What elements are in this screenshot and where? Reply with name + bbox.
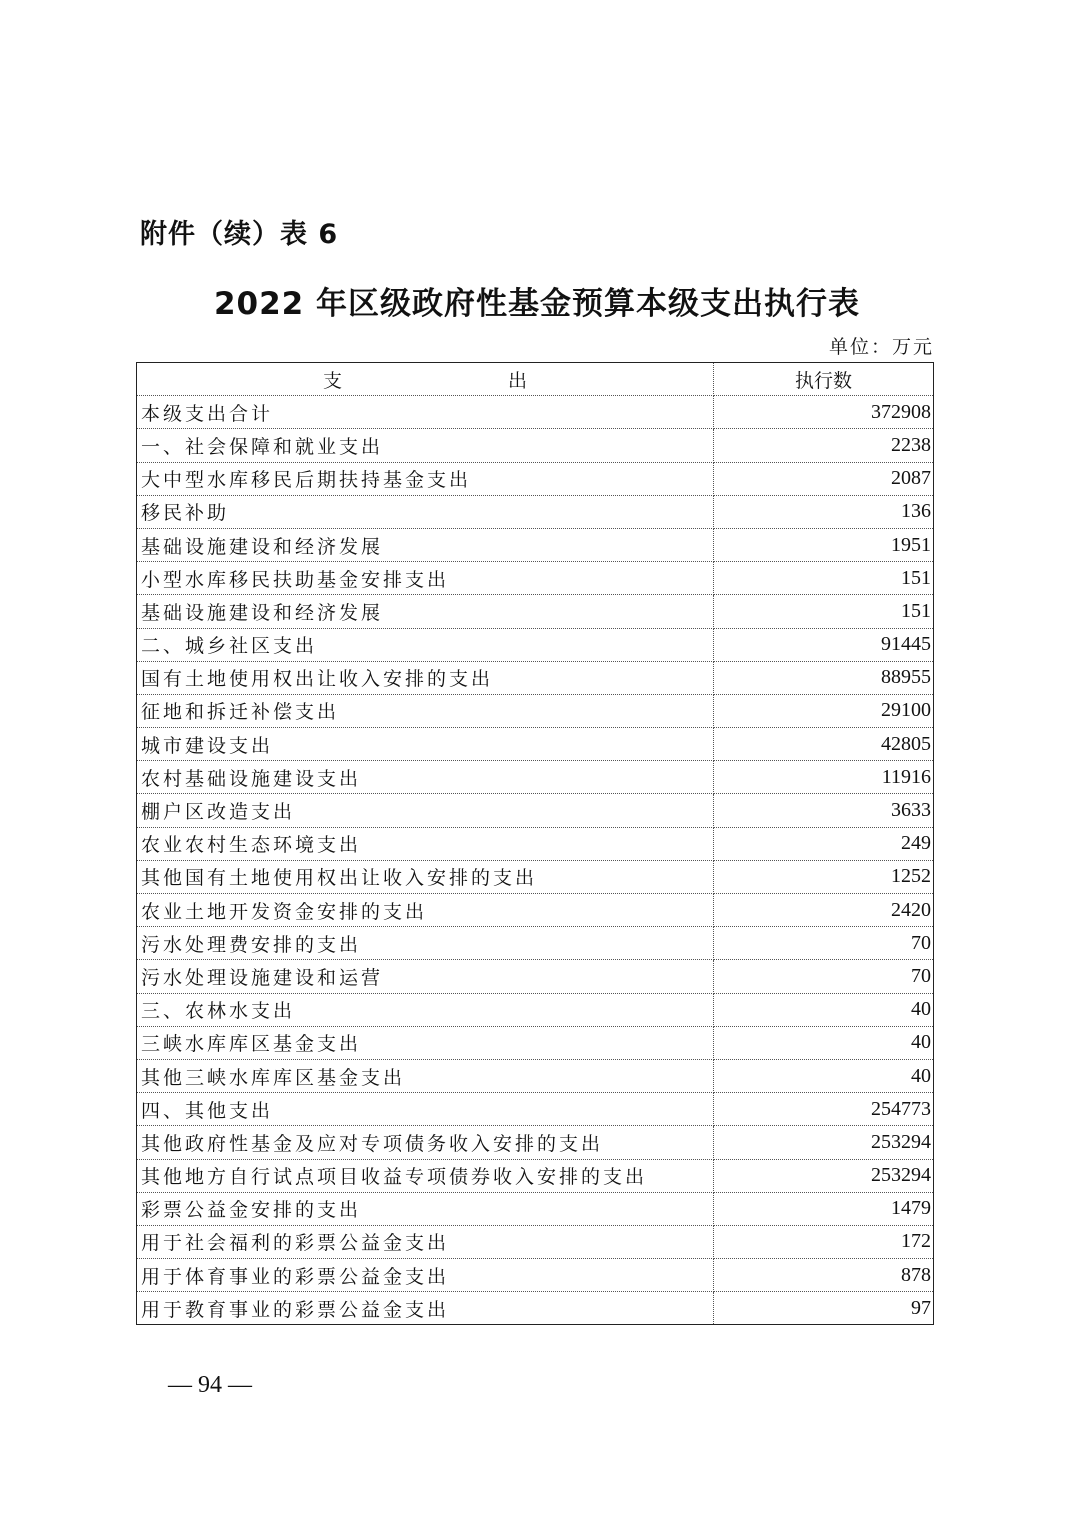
table-row (137, 761, 934, 794)
attachment-label: 附件（续）表 6 (140, 219, 339, 250)
row-item-value: 2087 (714, 462, 934, 495)
row-item-name: 用于社会福利的彩票公益金支出 (137, 1225, 714, 1258)
row-item-value: 2420 (714, 894, 934, 927)
table-row (137, 1159, 934, 1192)
expenditure-table (136, 362, 934, 1325)
row-item-value: 172 (714, 1225, 934, 1258)
row-item-name: 其他地方自行试点项目收益专项债券收入安排的支出 (137, 1159, 714, 1192)
table-row (137, 396, 934, 429)
table-row (137, 1126, 934, 1159)
table-row (137, 628, 934, 661)
table-row (137, 927, 934, 960)
table-row (137, 1292, 934, 1325)
row-item-name: 其他政府性基金及应对专项债务收入安排的支出 (137, 1126, 714, 1159)
table-row (137, 960, 934, 993)
table-row (137, 1192, 934, 1225)
row-item-value: 151 (714, 562, 934, 595)
row-item-value: 11916 (714, 761, 934, 794)
row-item-value: 40 (714, 1026, 934, 1059)
row-item-value: 1479 (714, 1192, 934, 1225)
table-row (137, 1059, 934, 1092)
row-item-value: 1951 (714, 528, 934, 561)
row-item-name: 三、农林水支出 (137, 993, 714, 1026)
row-item-name: 征地和拆迁补偿支出 (137, 694, 714, 727)
row-item-value: 88955 (714, 661, 934, 694)
row-item-name: 城市建设支出 (137, 728, 714, 761)
row-item-value: 40 (714, 993, 934, 1026)
row-item-name: 四、其他支出 (137, 1093, 714, 1126)
row-item-name: 用于教育事业的彩票公益金支出 (137, 1292, 714, 1325)
row-item-name: 二、城乡社区支出 (137, 628, 714, 661)
table-body (137, 396, 934, 1325)
row-item-value: 136 (714, 495, 934, 528)
row-item-name: 三峡水库库区基金支出 (137, 1026, 714, 1059)
row-item-value: 253294 (714, 1126, 934, 1159)
row-item-value: 70 (714, 960, 934, 993)
row-item-name: 国有土地使用权出让收入安排的支出 (137, 661, 714, 694)
row-item-value: 878 (714, 1259, 934, 1292)
table-row (137, 1026, 934, 1059)
table-row (137, 794, 934, 827)
column-header-executed: 执行数 (714, 363, 934, 396)
column-header-expenditure: 支 出 (137, 363, 714, 396)
table-row (137, 1093, 934, 1126)
row-item-name: 大中型水库移民后期扶持基金支出 (137, 462, 714, 495)
row-item-name: 基础设施建设和经济发展 (137, 528, 714, 561)
row-item-name: 污水处理设施建设和运营 (137, 960, 714, 993)
table-header-row (137, 363, 934, 396)
row-item-name: 农业土地开发资金安排的支出 (137, 894, 714, 927)
table-row (137, 827, 934, 860)
row-item-name: 小型水库移民扶助基金安排支出 (137, 562, 714, 595)
row-item-value: 254773 (714, 1093, 934, 1126)
row-item-value: 249 (714, 827, 934, 860)
row-item-name: 用于体育事业的彩票公益金支出 (137, 1259, 714, 1292)
row-item-name: 移民补助 (137, 495, 714, 528)
table-row (137, 661, 934, 694)
row-item-value: 372908 (714, 396, 934, 429)
table-row (137, 429, 934, 462)
table-row (137, 860, 934, 893)
row-item-name: 彩票公益金安排的支出 (137, 1192, 714, 1225)
table-row (137, 993, 934, 1026)
row-item-name: 农村基础设施建设支出 (137, 761, 714, 794)
row-item-name: 农业农村生态环境支出 (137, 827, 714, 860)
table-row (137, 1225, 934, 1258)
table-row (137, 728, 934, 761)
table-row (137, 462, 934, 495)
row-item-value: 70 (714, 927, 934, 960)
row-item-name: 其他国有土地使用权出让收入安排的支出 (137, 860, 714, 893)
row-item-value: 97 (714, 1292, 934, 1325)
row-item-value: 2238 (714, 429, 934, 462)
page-number: — 94 — (168, 1372, 252, 1398)
table-row (137, 495, 934, 528)
table-row (137, 528, 934, 561)
row-item-name: 其他三峡水库库区基金支出 (137, 1059, 714, 1092)
page-title: 2022 年区级政府性基金预算本级支出执行表 (213, 286, 861, 322)
row-item-name: 棚户区改造支出 (137, 794, 714, 827)
row-item-value: 3633 (714, 794, 934, 827)
unit-label: 单位：万元 (828, 336, 934, 358)
row-item-value: 91445 (714, 628, 934, 661)
table-row (137, 894, 934, 927)
row-item-value: 253294 (714, 1159, 934, 1192)
table-row (137, 694, 934, 727)
row-item-value: 42805 (714, 728, 934, 761)
table-row (137, 595, 934, 628)
row-item-value: 1252 (714, 860, 934, 893)
row-item-name: 本级支出合计 (137, 396, 714, 429)
row-item-name: 基础设施建设和经济发展 (137, 595, 714, 628)
row-item-value: 40 (714, 1059, 934, 1092)
row-item-name: 污水处理费安排的支出 (137, 927, 714, 960)
row-item-name: 一、社会保障和就业支出 (137, 429, 714, 462)
row-item-value: 151 (714, 595, 934, 628)
table-row (137, 562, 934, 595)
table-row (137, 1259, 934, 1292)
row-item-value: 29100 (714, 694, 934, 727)
